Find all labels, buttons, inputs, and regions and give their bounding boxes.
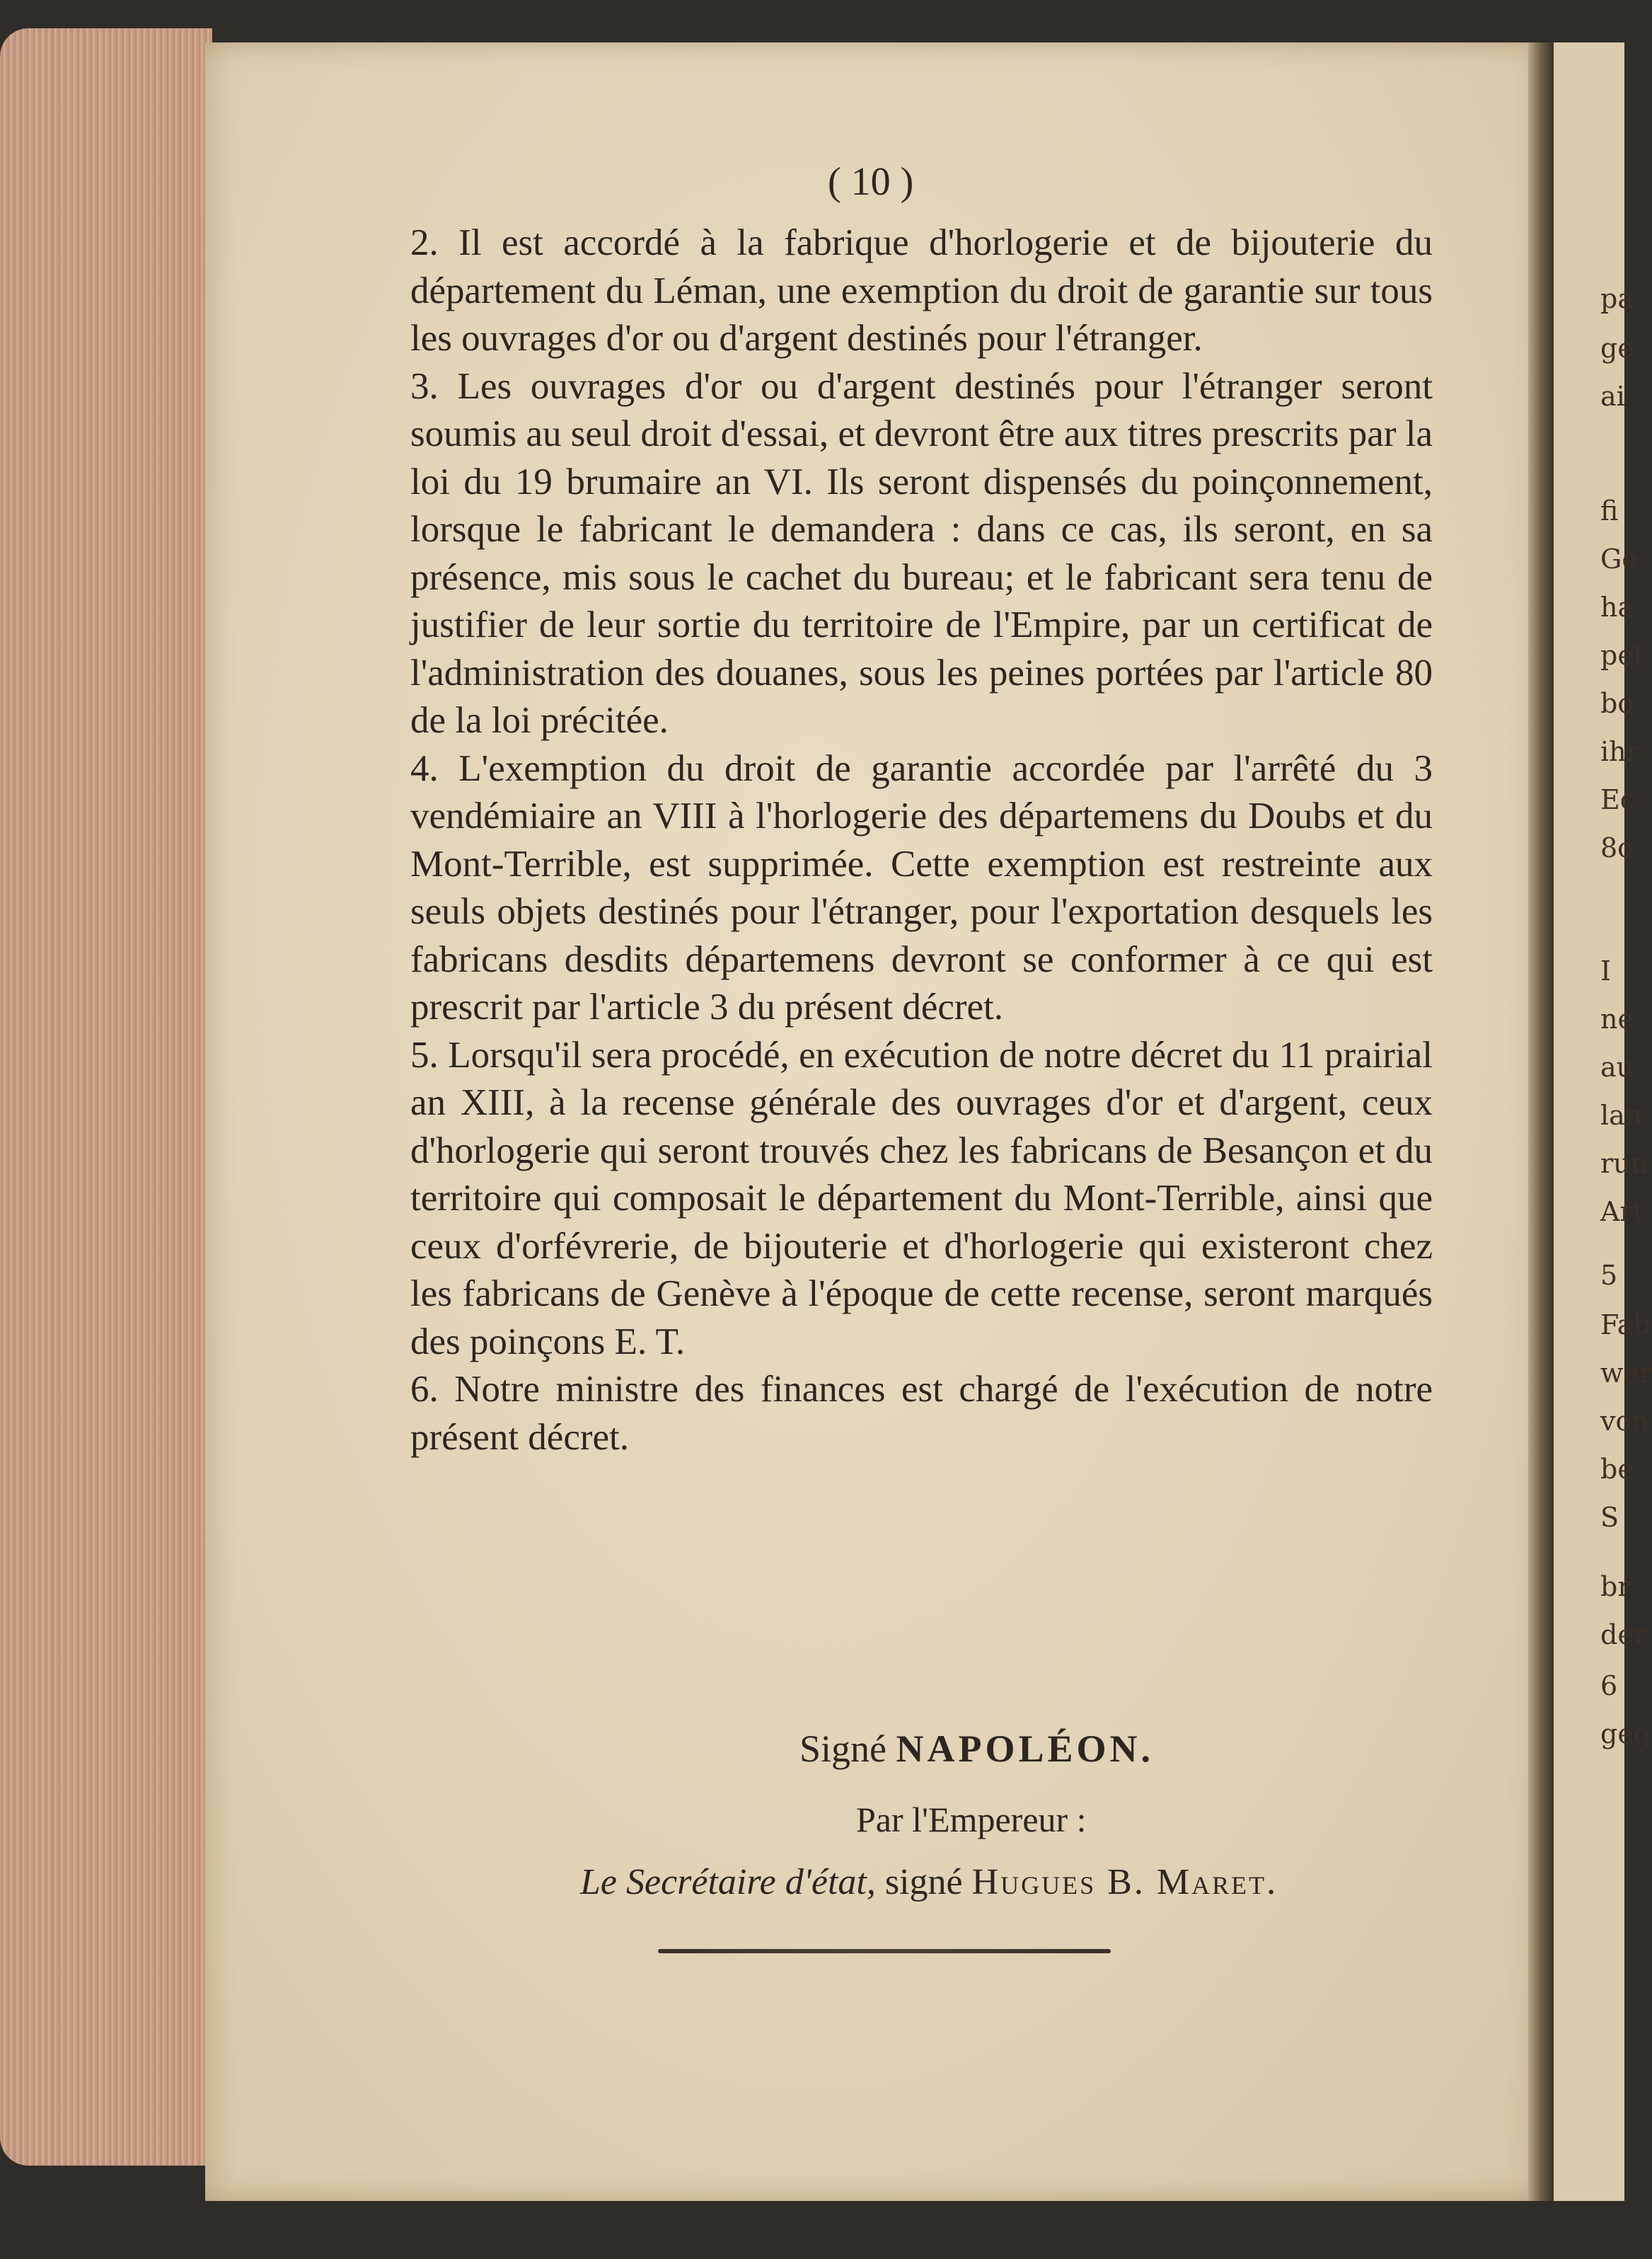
- facing-page-text: wer: [1600, 1357, 1652, 1389]
- secretary-signed: signé: [884, 1862, 963, 1902]
- signature-line: [799, 1727, 1154, 1771]
- facing-page-text: ha: [1600, 592, 1634, 623]
- facing-page-text: ai: [1600, 381, 1625, 412]
- facing-page-text: pa: [1600, 283, 1634, 314]
- article-paragraph: 6. Notre ministre des finances est chargé de l'exécution de notre présent décret.: [410, 1369, 1433, 1458]
- book-gutter: [1528, 42, 1554, 2201]
- facing-page-text: au: [1600, 1052, 1634, 1083]
- secretary-name: Hugues B. Maret.: [971, 1862, 1278, 1902]
- facing-page-text: lan: [1600, 1100, 1643, 1131]
- facing-page-text: der: [1600, 1619, 1646, 1650]
- facing-page-text: I: [1600, 955, 1612, 987]
- facing-page-text: S: [1600, 1502, 1619, 1533]
- facing-page-text: pel: [1600, 640, 1642, 671]
- article-paragraph: 4. L'exemption du droit de garantie accordée par l'arrêté du 3 vendémiaire an VIII à l'horlogerie des départemens du Doubs et du Mont-Terrible, est supprimée. Cette exemption est restreinte aux seuls objets destinés pour l'étranger, pour l'exportation desquels les fabricans desdits départemens devront se conformer à ce qui est prescrit par l'article 3 du présent décret.: [410, 747, 1433, 1028]
- facing-page-text: Fab: [1600, 1309, 1651, 1340]
- facing-page-text: 5: [1600, 1260, 1618, 1291]
- facing-page-text: ihr: [1600, 736, 1639, 767]
- facing-page-text: ne: [1600, 1004, 1634, 1035]
- facing-page-text: Ec: [1600, 784, 1636, 815]
- facing-page-text: run: [1600, 1148, 1648, 1179]
- facing-page-text: 6: [1600, 1670, 1618, 1701]
- signature-name: NAPOLÉON.: [896, 1728, 1155, 1770]
- facing-page-text: 8o: [1600, 832, 1634, 863]
- facing-page-text: fi: [1600, 495, 1619, 527]
- secretary-line: [580, 1861, 1278, 1903]
- article-paragraph: 5. Lorsqu'il sera procédé, en exécution de notre décret du 11 prairial an XIII, à la recense générale des ouvrages d'or et d'argent, ceux d'horlogerie qui seront trouvés chez les fabricans de Besançon et du territoire qui composait le département du Mont-Terrible, ainsi que ceux d'orfévrerie, de bijouterie et d'horlogerie qui existeront chez les fabricans de Genève à l'époque de cette recense, seront marqués des poinçons E. T.: [410, 1034, 1433, 1362]
- facing-page-text: von: [1600, 1406, 1649, 1437]
- page-number: ( 10 ): [828, 160, 914, 204]
- facing-page-text: ge: [1600, 333, 1634, 364]
- facing-page-text: be: [1600, 1454, 1634, 1485]
- facing-page-text: bo: [1600, 688, 1634, 719]
- facing-page-text: Ge: [1600, 544, 1638, 575]
- facing-page-fragment: [1554, 42, 1652, 2201]
- article-paragraph: 2. Il est accordé à la fabrique d'horlogerie et de bijouterie du département du Léman, une exemption du droit de garantie sur tous les ouvrages d'or ou d'argent destinés pour l'étranger.: [410, 222, 1433, 359]
- par-empereur: Par l'Empereur :: [856, 1800, 1087, 1839]
- facing-page-text: geg: [1600, 1718, 1651, 1749]
- article-paragraph: 3. Les ouvrages d'or ou d'argent destinés pour l'étranger seront soumis au seul droit d'essai, et devront être aux titres prescrits par la loi du 19 brumaire an VI. Ils seront dispensés du poinçonnement, lorsque le fabricant le demandera : dans ce cas, ils seront, en sa présence, mis sous le cachet du bureau; et le fabricant sera tenu de justifier de leur sortie du territoire de l'Empire, par un certificat de l'administration des douanes, sous les peines portées par l'article 80 de la loi précitée.: [410, 365, 1433, 741]
- book-page-edges: [0, 28, 212, 2166]
- facing-page-text: br: [1600, 1571, 1631, 1602]
- facing-page-text: Art: [1600, 1196, 1644, 1227]
- decree-text: [357, 149, 1433, 1461]
- signature-prefix: Signé: [799, 1728, 887, 1770]
- secretary-title: Le Secrétaire d'état,: [580, 1862, 876, 1902]
- closing-rule: [658, 1949, 1111, 1953]
